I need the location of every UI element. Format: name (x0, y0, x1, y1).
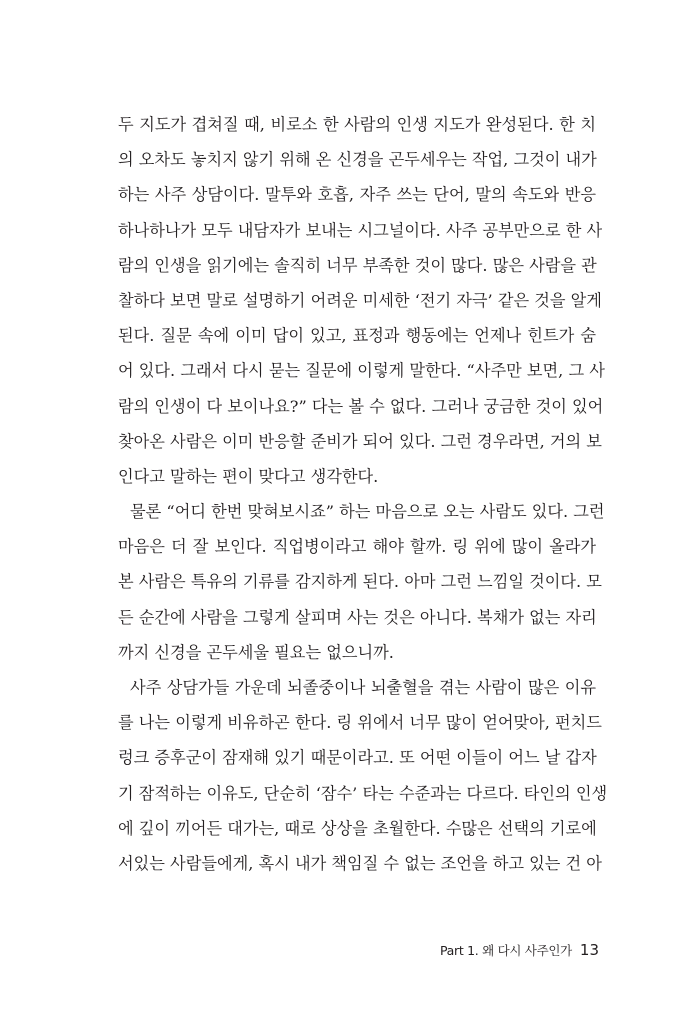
page-number: 13 (579, 941, 599, 959)
text-line: 기 잠적하는 이유도, 단순히 ‘잠수’ 타는 수준과는 다르다. 타인의 인생 (118, 783, 608, 803)
text-line: 까지 신경을 곤두세울 필요는 없으니까. (118, 642, 394, 662)
text-line: 하는 사주 상담이다. 말투와 호흡, 자주 쓰는 단어, 말의 속도와 반응 (118, 185, 596, 205)
text-line: 찾아온 사람은 이미 반응할 준비가 되어 있다. 그런 경우라면, 거의 보 (118, 431, 602, 451)
text-line: 서있는 사람들에게, 혹시 내가 책임질 수 없는 조언을 하고 있는 건 아 (118, 853, 602, 873)
text-line: 렁크 증후군이 잠재해 있기 때문이라고. 또 어떤 이들이 어느 날 갑자 (118, 748, 597, 768)
text-line: 인다고 말하는 편이 맞다고 생각한다. (118, 466, 379, 486)
page-footer (440, 941, 599, 959)
text-line: 어 있다. 그래서 다시 묻는 질문에 이렇게 말한다. “사주만 보면, 그 사 (118, 361, 605, 381)
text-line: 의 오차도 놓치지 않기 위해 온 신경을 곤두세우는 작업, 그것이 내가 (118, 150, 597, 170)
text-line: 하나하나가 모두 내담자가 보내는 시그널이다. 사주 공부만으로 한 사 (118, 220, 603, 240)
text-line: 본 사람은 특유의 기류를 감지하게 된다. 아마 그런 느낌일 것이다. 모 (118, 572, 602, 592)
text-line: 두 지도가 겹쳐질 때, 비로소 한 사람의 인생 지도가 완성된다. 한 치 (118, 115, 596, 134)
text-line: 를 나는 이렇게 비유하곤 한다. 링 위에서 너무 많이 얻어맞아, 펀치드 (118, 713, 602, 733)
running-footer-section: Part 1. 왜 다시 사주인가 (439, 943, 572, 958)
body-text (118, 107, 608, 881)
text-line: 마음은 더 잘 보인다. 직업병이라고 해야 할까. 링 위에 많이 올라가 (118, 537, 596, 557)
text-line: 든 순간에 사람을 그렇게 살피며 사는 것은 아니다. 복채가 없는 자리 (118, 607, 597, 627)
text-line: 에 깊이 끼어든 대가는, 때로 상상을 초월한다. 수많은 선택의 기로에 (118, 818, 597, 838)
text-line: 람의 인생이 다 보이나요?” 다는 볼 수 없다. 그러나 궁금한 것이 있어 (118, 396, 604, 416)
text-line: 찰하다 보면 말로 설명하기 어려운 미세한 ‘전기 자극’ 같은 것을 알게 (118, 290, 602, 310)
text-line: 람의 인생을 읽기에는 솔직히 너무 부족한 것이 많다. 많은 사람을 관 (118, 255, 597, 275)
text-line: 사주 상담가들 가운데 뇌졸중이나 뇌출혈을 겪는 사람이 많은 이유 (130, 678, 596, 697)
text-line: 물론 “어디 한번 맞혀보시죠” 하는 마음으로 오는 사람도 있다. 그런 (130, 502, 605, 522)
text-line: 된다. 질문 속에 이미 답이 있고, 표정과 행동에는 언제나 힌트가 숨 (118, 326, 596, 346)
